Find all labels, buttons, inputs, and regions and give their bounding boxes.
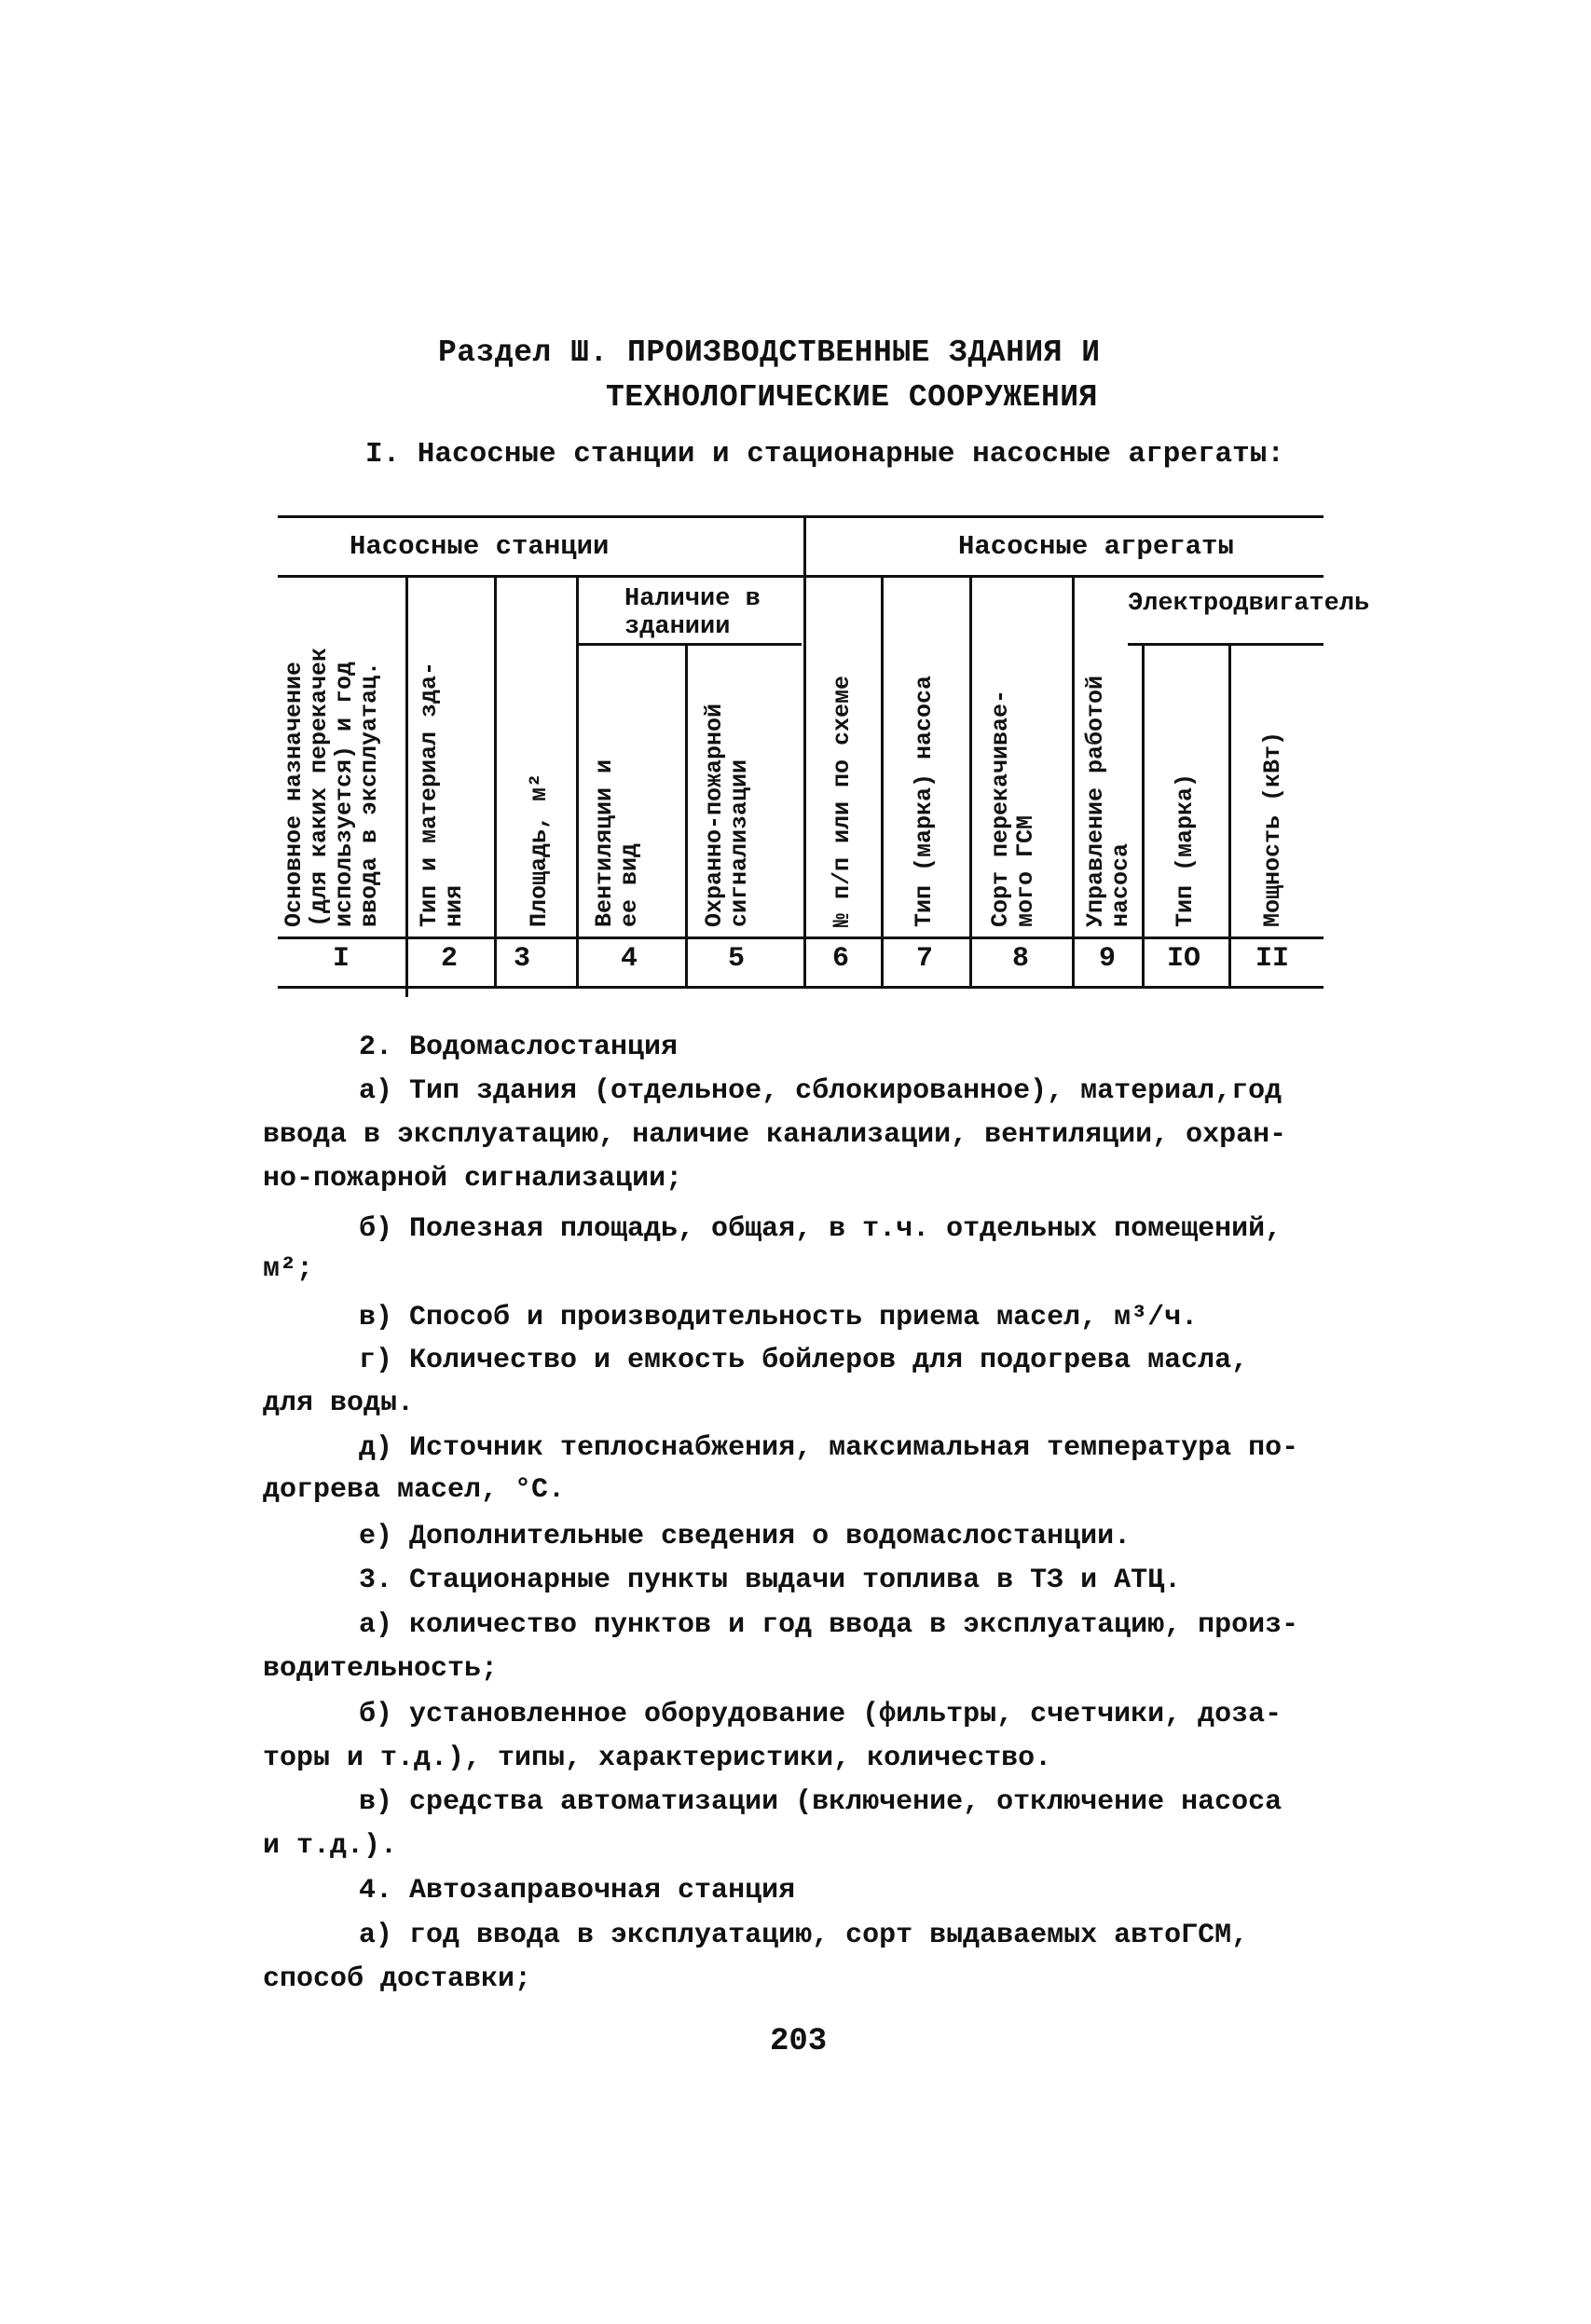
paragraph-line: м²; xyxy=(263,1253,314,1285)
paragraph-line: б) установленное оборудование (фильтры, счетчики, доза- xyxy=(359,1699,1282,1730)
col-label-3: Площадь, м² xyxy=(526,772,553,927)
col-number-3: 3 xyxy=(513,943,530,975)
section-title-line2: ТЕХНОЛОГИЧЕСКИЕ СООРУЖЕНИЯ xyxy=(606,380,1098,415)
subsection-title: I. Насосные станции и стационарные насосные агрегаты: xyxy=(365,438,1284,471)
col-number-2: 2 xyxy=(440,943,458,975)
col-number-1: I xyxy=(332,943,350,975)
paragraph-line: торы и т.д.), типы, характеристики, количество. xyxy=(263,1743,1052,1774)
col-number-7: 7 xyxy=(915,943,933,975)
col-label-10: Тип (марка) xyxy=(1172,772,1199,927)
paragraph-line: в) средства автоматизации (включение, отключение насоса xyxy=(359,1786,1282,1818)
paragraph-line: а) Тип здания (отдельное, сблокированное), материал,год xyxy=(359,1075,1282,1107)
paragraph-line: и т.д.). xyxy=(263,1830,398,1862)
col-number-9: 9 xyxy=(1098,943,1116,975)
col-divider xyxy=(685,643,688,986)
paragraph-line: в) Способ и производительность приема масел, м³/ч. xyxy=(359,1302,1199,1333)
col-number-4: 4 xyxy=(620,943,638,975)
paragraph-line: г) Количество и емкость бойлеров для подогрева масла, xyxy=(359,1345,1249,1376)
group-divider xyxy=(803,518,806,986)
col-label-2: Тип и материал зда- ния xyxy=(416,661,468,927)
col-number-6: 6 xyxy=(831,943,849,975)
group-header-units: Насосные агрегаты xyxy=(958,531,1234,562)
col-divider xyxy=(1142,643,1145,986)
table-top-rule xyxy=(278,515,1324,518)
col-divider xyxy=(969,578,972,986)
col-label-7: Тип (марка) насоса xyxy=(911,675,938,927)
col-number-8: 8 xyxy=(1011,943,1029,975)
col-label-9: Управление работой насоса xyxy=(1082,675,1134,927)
col-number-11: II xyxy=(1255,943,1289,975)
paragraph-line: догрева масел, °С. xyxy=(263,1474,566,1506)
col-label-11: Мощность (кВт) xyxy=(1259,731,1286,927)
table-header-bottom-rule xyxy=(278,936,1324,939)
paragraph-line: а) год ввода в эксплуатацию, сорт выдаваемых автоГСМ, xyxy=(359,1920,1249,1951)
col-divider xyxy=(494,578,497,986)
paragraph-line: 4. Автозаправочная станция xyxy=(359,1875,796,1907)
col-divider xyxy=(1228,643,1231,986)
paragraph-line: водительность; xyxy=(263,1653,499,1685)
page-number: 203 xyxy=(770,2024,828,2059)
col-divider xyxy=(1072,578,1075,986)
paragraph-line: но-пожарной сигнализации; xyxy=(263,1163,683,1195)
paragraph-line: 3. Стационарные пункты выдачи топлива в ТЗ и АТЦ. xyxy=(359,1565,1182,1596)
pump-table xyxy=(0,0,1591,1025)
col-divider xyxy=(881,578,884,986)
section-title-line1: Раздел Ш. ПРОИЗВОДСТВЕННЫЕ ЗДАНИЯ И xyxy=(438,335,1101,370)
paragraph-line: б) Полезная площадь, общая, в т.ч. отдельных помещений, xyxy=(359,1213,1282,1245)
col-label-5: Охранно-пожарной сигнализации xyxy=(701,703,753,927)
paragraph-line: способ доставки; xyxy=(263,1963,532,1995)
col-divider xyxy=(405,578,408,997)
table-bottom-rule xyxy=(278,986,1324,989)
paragraph-line: ввода в эксплуатацию, наличие канализации, вентиляции, охран- xyxy=(263,1119,1287,1151)
paragraph-line: 2. Водомаслостанция xyxy=(359,1032,679,1063)
group-header-stations: Насосные станции xyxy=(350,531,610,562)
col-number-10: IO xyxy=(1166,943,1200,975)
col-divider xyxy=(576,578,579,986)
paragraph-line: е) Дополнительные сведения о водомаслостанции. xyxy=(359,1521,1132,1552)
paragraph-line: д) Источник теплоснабжения, максимальная температура по- xyxy=(359,1432,1299,1464)
col-label-6: № п/п или по схеме xyxy=(829,675,856,927)
col-number-5: 5 xyxy=(727,943,745,975)
subgroup-header-motor: Электродвигатель xyxy=(1128,590,1370,618)
subgroup-building-rule xyxy=(578,643,802,646)
col-label-4: Вентиляции и ее вид xyxy=(591,759,643,927)
subgroup-motor-rule xyxy=(1128,643,1324,646)
paragraph-line: для воды. xyxy=(263,1388,415,1419)
col-label-8: Сорт перекачивае- мого ГСМ xyxy=(987,689,1039,927)
table-group-rule xyxy=(278,575,1324,578)
subgroup-header-building: Наличие в зданиии xyxy=(624,585,761,641)
col-label-1: Основное назначение (для каких перекачек используется) и год ввода в эксплуатац. xyxy=(281,647,383,927)
paragraph-line: а) количество пунктов и год ввода в эксплуатацию, произ- xyxy=(359,1609,1299,1641)
